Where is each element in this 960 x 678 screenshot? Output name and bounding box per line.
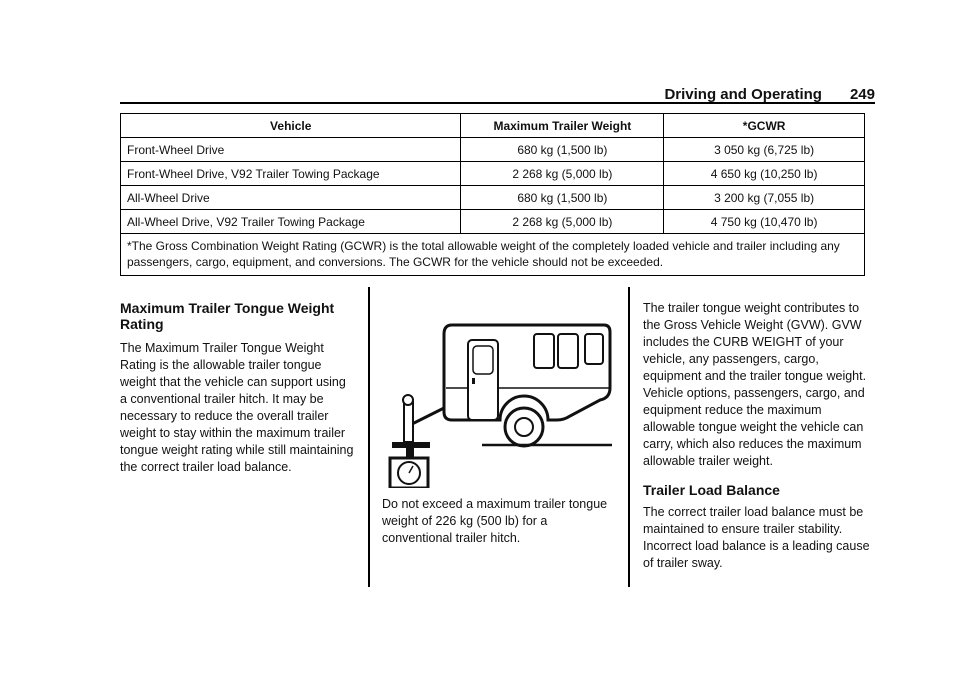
page-number: 249	[849, 85, 875, 103]
cell-gcwr: 3 200 kg (7,055 lb)	[664, 186, 865, 210]
table-row	[121, 210, 865, 234]
table-row	[121, 162, 865, 186]
trailer-window	[558, 334, 578, 368]
jack-handle	[403, 395, 413, 405]
cell-vehicle: Front-Wheel Drive, V92 Trailer Towing Package	[121, 162, 461, 186]
table-header-row	[121, 114, 865, 138]
column-header-max-trailer-weight: Maximum Trailer Weight	[461, 114, 664, 138]
column-header-gcwr: *GCWR	[664, 114, 865, 138]
scale-platform	[392, 442, 430, 448]
trailer-tongue	[412, 408, 444, 424]
cell-max-trailer-weight: 2 268 kg (5,000 lb)	[461, 162, 664, 186]
trailer-weight-table	[120, 113, 865, 276]
column-load-balance	[643, 300, 875, 572]
wheel-hub	[515, 418, 533, 436]
paragraph-tongue-weight-gvw: The trailer tongue weight contributes to the Gross Vehicle Weight (GVW). GVW includes the CURB WEIGHT of your vehicle, any passengers, cargo, equipment and the trailer tongue weight. Vehicle options, passengers, cargo, and equipment reduce the maximum allowable tongue weight the vehicle can carry, which also reduces the maximum allowable trailer weight.	[643, 301, 867, 468]
cell-gcwr: 4 650 kg (10,250 lb)	[664, 162, 865, 186]
cell-vehicle: Front-Wheel Drive	[121, 138, 461, 162]
trailer-window	[585, 334, 603, 364]
section-title: Driving and Operating	[664, 85, 822, 103]
tongue-jack	[404, 402, 413, 442]
section-heading-tongue-weight: Maximum Trailer Tongue Weight Rating	[120, 300, 335, 332]
column-tongue-weight	[120, 300, 354, 476]
table-footnote-row	[121, 234, 865, 276]
cell-vehicle: All-Wheel Drive	[121, 186, 461, 210]
column-divider	[368, 287, 370, 587]
door-window	[473, 346, 493, 374]
illustration-caption: Do not exceed a maximum trailer tongue weight of 226 kg (500 lb) for a conventional trailer hitch.	[382, 497, 608, 545]
table-footnote: *The Gross Combination Weight Rating (GCWR) is the total allowable weight of the completely loaded vehicle and trailer including any passengers, cargo, equipment, and conversions. The GCWR for the vehicle should not be exceeded.	[121, 234, 865, 276]
table-row	[121, 186, 865, 210]
paragraph-tongue-weight: The Maximum Trailer Tongue Weight Rating is the allowable trailer tongue weight that the vehicle can support using a conventional trailer hitch. It may be necessary to reduce the overall trailer weight to stay within the maximum trailer tongue weight rating while still maintaining the correct trailer load balance.	[120, 341, 354, 474]
header-rule	[120, 102, 875, 104]
cell-max-trailer-weight: 680 kg (1,500 lb)	[461, 138, 664, 162]
cell-max-trailer-weight: 680 kg (1,500 lb)	[461, 186, 664, 210]
column-illustration	[382, 312, 614, 547]
cell-max-trailer-weight: 2 268 kg (5,000 lb)	[461, 210, 664, 234]
cell-gcwr: 4 750 kg (10,470 lb)	[664, 210, 865, 234]
cell-vehicle: All-Wheel Drive, V92 Trailer Towing Package	[121, 210, 461, 234]
column-divider	[628, 287, 630, 587]
column-header-vehicle: Vehicle	[121, 114, 461, 138]
cell-gcwr: 3 050 kg (6,725 lb)	[664, 138, 865, 162]
table-row	[121, 138, 865, 162]
trailer-window	[534, 334, 554, 368]
page-header	[120, 84, 875, 104]
trailer-on-scale-icon	[382, 312, 614, 488]
paragraph-load-balance: The correct trailer load balance must be maintained to ensure trailer stability. Incorrect load balance is a leading cause of trailer sway.	[643, 505, 870, 570]
section-heading-load-balance: Trailer Load Balance	[643, 482, 780, 498]
door-handle	[472, 378, 475, 384]
